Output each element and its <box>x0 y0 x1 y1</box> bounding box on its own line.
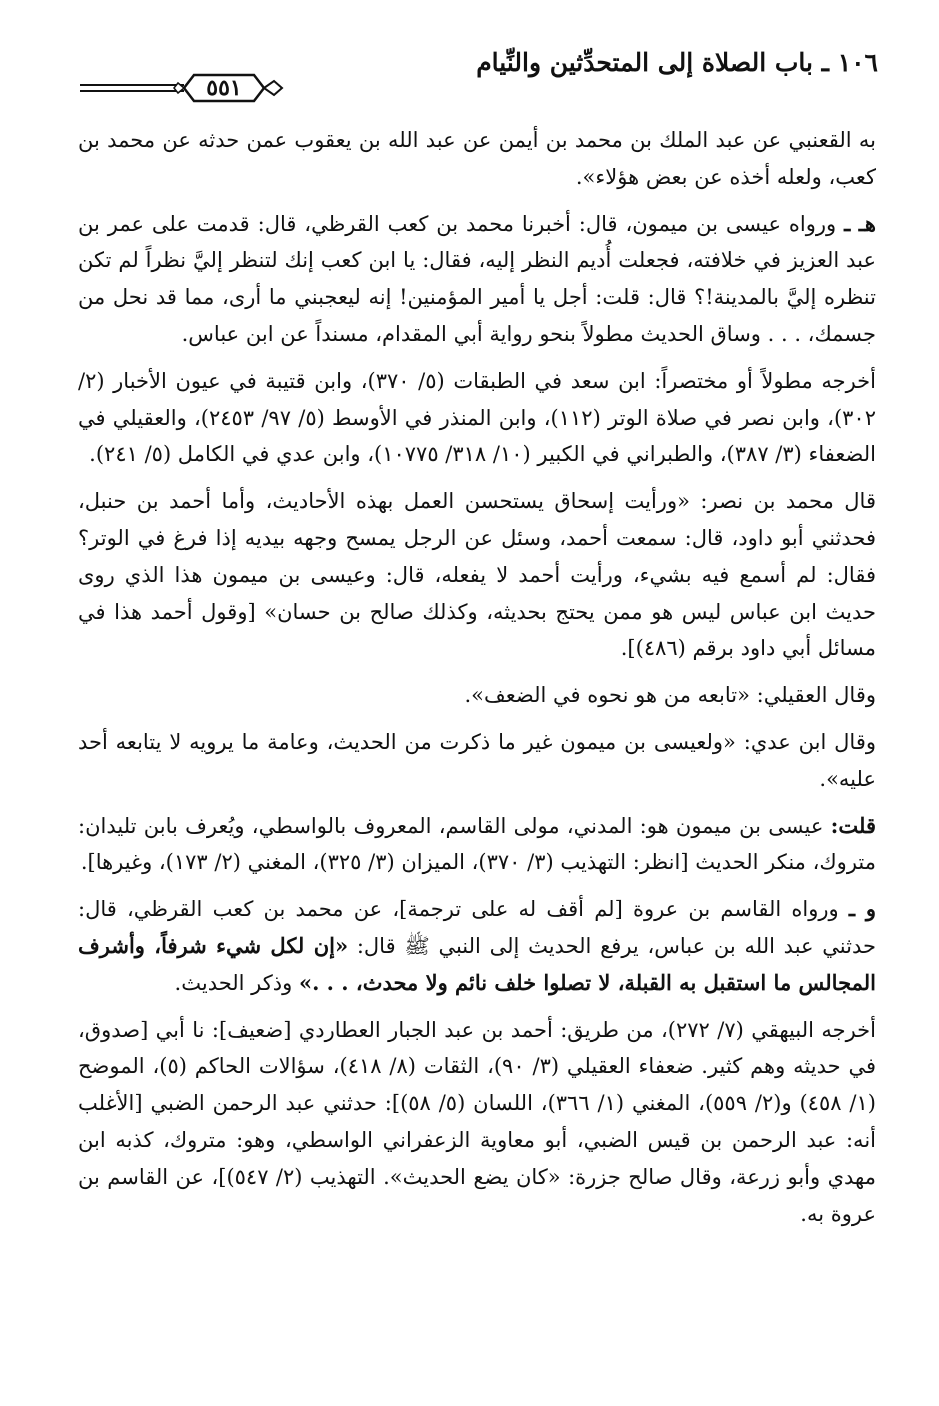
page-number: ٥٥١ <box>206 75 242 101</box>
paragraph <box>78 1012 876 1233</box>
paragraph-text: ورواه القاسم بن عروة [لم أقف له على ترجمة]، عن محمد بن كعب القرظي، قال: حدثني عبد الله بن عباس، يرفع الحديث إلى النبي ﷺ قال: <box>78 897 876 958</box>
ornament-rule-icon <box>78 72 293 104</box>
paragraph <box>78 122 876 196</box>
paragraph-text: أخرجه مطولاً أو مختصراً: ابن سعد في الطبقات (٥/ ٣٧٠)، وابن قتيبة في عيون الأخبار (٢/ ٣٠٢)، وابن نصر في صلاة الوتر (١١٢)، وابن المنذر في الأوسط (٥/ ٩٧/ ٢٤٥٣)، والعقيلي في الضعفاء (٣/ ٣٨٧)، والطبراني في الكبير (١٠/ ٣١٨/ ١٠٧٧٥)، وابن عدي في الكامل (٥/ ٢٤١). <box>78 368 876 467</box>
paragraph-tail: وذكر الحديث. <box>174 970 299 995</box>
section-marker: هـ ـ <box>844 210 876 236</box>
hadith-quote: «إن لكل شيء شرفاً، وأشرف المجالس ما استقبل به القبلة، لا تصلوا خلف نائم ولا محدث، . . .» <box>78 932 876 995</box>
paragraph <box>78 808 876 882</box>
paragraph-text: وقال العقيلي: «تابعه من هو نحوه في الضعف». <box>464 683 876 708</box>
section-marker: و ـ <box>848 896 876 922</box>
paragraph-text: وقال ابن عدي: «ولعيسى بن ميمون غير ما ذكرت من الحديث، وعامة ما يرويه لا يتابعه أحد عليه». <box>78 729 876 791</box>
paragraph-text: قال محمد بن نصر: «ورأيت إسحاق يستحسن العمل بهذه الأحاديث، وأما أحمد بن حنبل، فحدثني أبو داود، قال: سمعت أحمد، وسئل عن الرجل يمسح وجهه بيديه إذا فرغ في الوتر؟ فقال: لم أسمع فيه بشيء، ورأيت أحمد لا يفعله، قال: وعيسى بن ميمون هذا الذي روى حديث ابن عباس ليس هو ممن يحتج بحديثه، وكذلك صالح بن حسان» [وقول أحمد هذا في مسائل أبي داود برقم (٤٨٦)]. <box>78 489 876 661</box>
paragraph <box>78 724 876 798</box>
page-number-badge <box>78 72 293 104</box>
paragraph <box>78 363 876 473</box>
paragraph <box>78 206 876 353</box>
paragraph-text: أخرجه البيهقي (٧/ ٢٧٢)، من طريق: أحمد بن عبد الجبار العطاردي [ضعيف]: نا أبي [صدوق، في حديثه وهم كثير. ضعفاء العقيلي (٣/ ٩٠)، الثقات (٨/ ٤١٨)، سؤالات الحاكم (٥)، الموضح (١/ ٤٥٨) و(٢/ ٥٥٩)، المغني (١/ ٣٦٦)، اللسان (٥/ ٥٨)]: حدثني عبد الرحمن الضبي [الأغلب أنه: عبد الرحمن بن قيس الضبي، أبو معاوية الزعفراني الواسطي، وهو: متروك، كذبه ابن مهدي وأبو زرعة، وقال صالح جزرة: «كان يضع الحديث». التهذيب (٢/ ٥٤٧)]، عن القاسم بن عروة به. <box>78 1017 876 1226</box>
paragraph <box>78 677 876 714</box>
page-header <box>78 48 878 106</box>
paragraph <box>78 891 876 1001</box>
paragraph <box>78 483 876 667</box>
page-body <box>78 122 876 1242</box>
chapter-title: ١٠٦ ـ باب الصلاة إلى المتحدِّثين والنِّيام <box>476 48 878 77</box>
section-marker: قلت: <box>830 812 876 838</box>
paragraph-text: عيسى بن ميمون هو: المدني، مولى القاسم، المعروف بالواسطي، ويُعرف بابن تليدان: متروك، منكر الحديث [انظر: التهذيب (٣/ ٣٧٠)، الميزان (٣/ ٣٢٥)، المغني (٢/ ١٧٣)، وغيرها]. <box>78 813 876 875</box>
paragraph-text: به القعنبي عن عبد الملك بن محمد بن أيمن عن عبد الله بن يعقوب عمن حدثه عن محمد بن كعب، ولعله أخذه عن بعض هؤلاء». <box>78 128 876 189</box>
paragraph-text: ورواه عيسى بن ميمون، قال: أخبرنا محمد بن كعب القرظي، قال: قدمت على عمر بن عبد العزيز في خلافته، فجعلت أُديم النظر إليه، فقال: يا ابن كعب إنك لتنظر إليَّ نظراً لم تكن تنظره إليَّ بالمدينة!؟ قال: قلت: أجل يا أمير المؤمنين! إنه ليعجبني ما أرى، مما قد نحل من جسمك، . . . وساق الحديث مطولاً بنحو رواية أبي المقدام، مسنداً عن ابن عباس. <box>78 211 876 346</box>
